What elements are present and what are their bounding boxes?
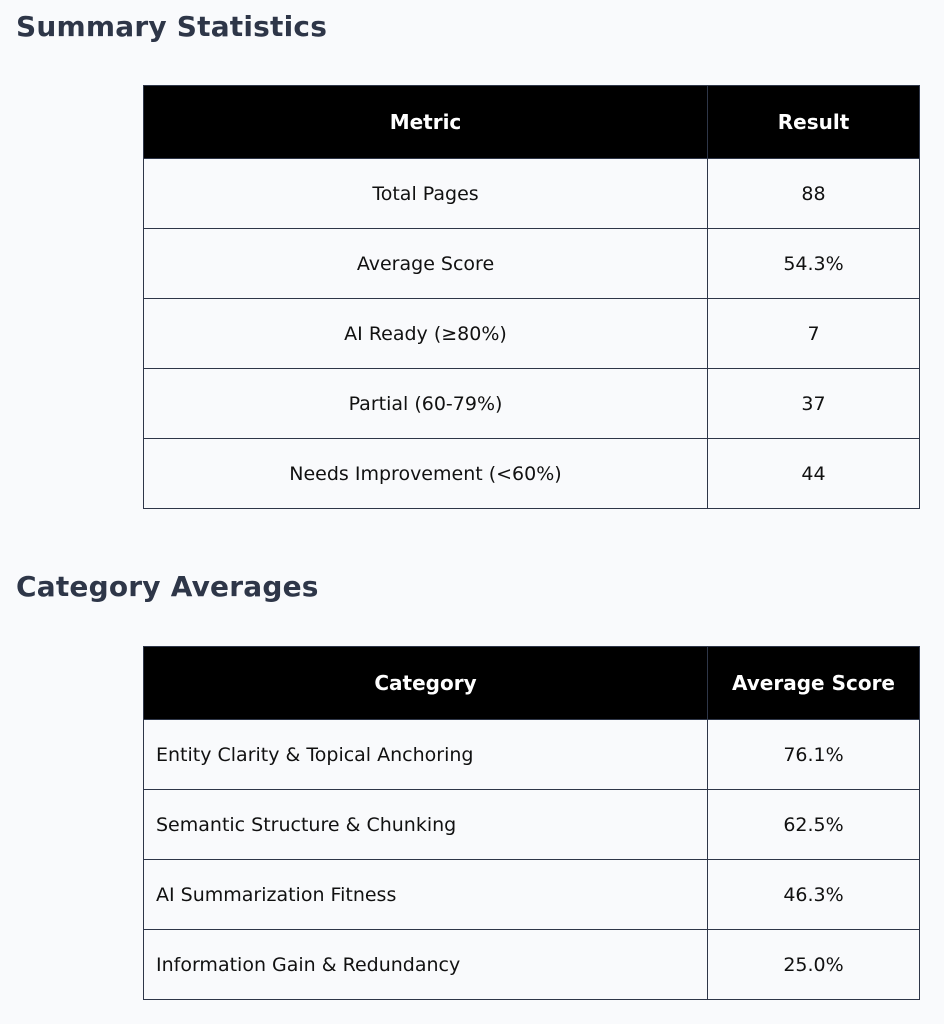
summary-statistics-heading: Summary Statistics	[16, 10, 328, 43]
summary-header-row	[144, 86, 920, 159]
metric-cell: Needs Improvement (<60%)	[144, 439, 708, 509]
metric-cell: Partial (60-79%)	[144, 369, 708, 439]
table-row	[144, 439, 920, 509]
metric-cell: AI Ready (≥80%)	[144, 299, 708, 369]
metric-cell: Total Pages	[144, 159, 708, 229]
category-cell: Information Gain & Redundancy	[144, 930, 708, 1000]
table-row	[144, 369, 920, 439]
table-row	[144, 790, 920, 860]
score-cell: 46.3%	[708, 860, 920, 930]
result-cell: 54.3%	[708, 229, 920, 299]
average-score-column-header: Average Score	[708, 647, 920, 720]
table-row	[144, 229, 920, 299]
summary-statistics-table	[143, 85, 920, 509]
score-cell: 25.0%	[708, 930, 920, 1000]
result-cell: 7	[708, 299, 920, 369]
table-row	[144, 720, 920, 790]
score-cell: 62.5%	[708, 790, 920, 860]
table-row	[144, 930, 920, 1000]
metric-cell: Average Score	[144, 229, 708, 299]
table-row	[144, 159, 920, 229]
category-cell: Entity Clarity & Topical Anchoring	[144, 720, 708, 790]
metric-column-header: Metric	[144, 86, 708, 159]
result-cell: 88	[708, 159, 920, 229]
category-averages-heading: Category Averages	[16, 570, 319, 603]
table-row	[144, 860, 920, 930]
category-averages-table	[143, 646, 920, 1000]
table-row	[144, 299, 920, 369]
result-column-header: Result	[708, 86, 920, 159]
category-cell: AI Summarization Fitness	[144, 860, 708, 930]
score-cell: 76.1%	[708, 720, 920, 790]
result-cell: 37	[708, 369, 920, 439]
category-cell: Semantic Structure & Chunking	[144, 790, 708, 860]
category-column-header: Category	[144, 647, 708, 720]
category-header-row	[144, 647, 920, 720]
result-cell: 44	[708, 439, 920, 509]
